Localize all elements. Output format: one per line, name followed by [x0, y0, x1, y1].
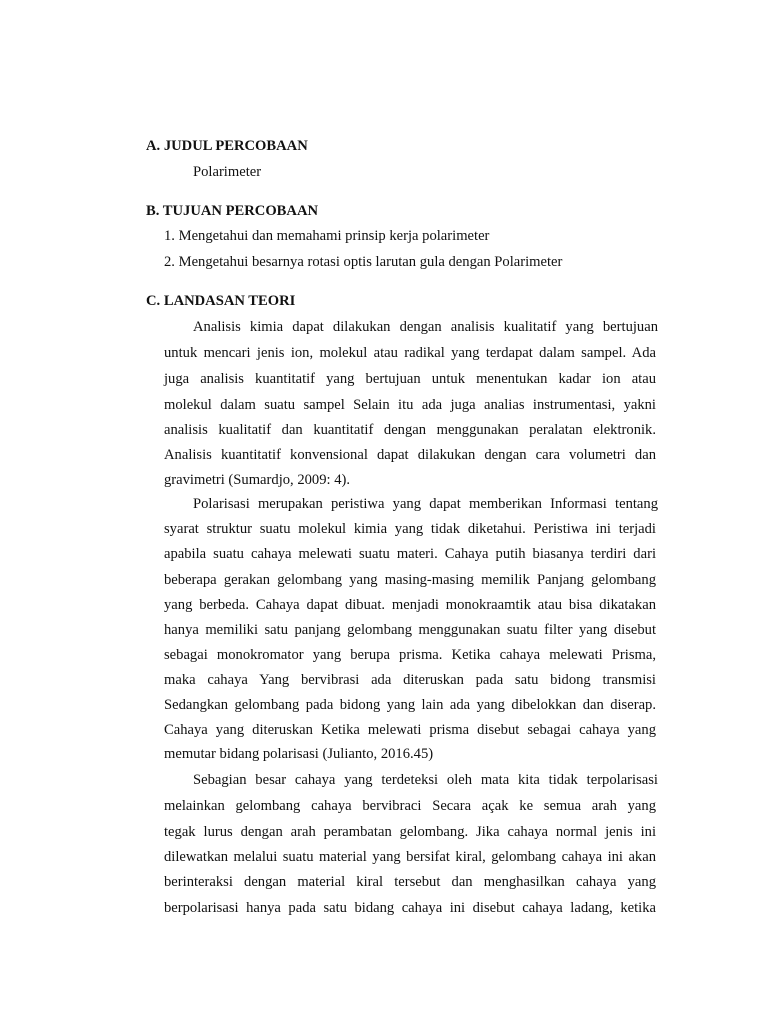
paragraph-line: maka cahaya Yang bervibrasi ada diteruskan pada satu bidong transmisi — [164, 672, 656, 688]
paragraph-line: Analisis kimia dapat dilakukan dengan analisis kualitatif yang bertujuan — [193, 319, 658, 335]
paragraph-line: sebagai monokromator yang berupa prisma. Ketika cahaya melewati Prisma, — [164, 647, 656, 663]
section-b-heading: B. TUJUAN PERCOBAAN — [146, 203, 319, 219]
paragraph-line: Sedangkan gelombang pada bidong yang lain ada yang dibelokkan dan diserap. — [164, 697, 656, 713]
paragraph-line: yang berbeda. Cahaya dapat dibuat. menjadi monokraamtik atau bisa dikatakan — [164, 597, 656, 613]
paragraph-line: berinteraksi dengan material kiral tersebut dan menghasilkan cahaya yang — [164, 874, 656, 890]
paragraph-line: syarat struktur suatu molekul kimia yang tidak diketahui. Peristiwa ini terjadi — [164, 521, 656, 537]
paragraph-line: Sebagian besar cahaya yang terdeteksi oleh mata kita tidak terpolarisasi — [193, 772, 658, 788]
paragraph-line: Polarisasi merupakan peristiwa yang dapat memberikan Informasi tentang — [193, 496, 658, 512]
paragraph-line: beberapa gerakan gelombang yang masing-masing memilik Panjang gelombang — [164, 572, 656, 588]
paragraph-line: juga analisis kuantitatif yang bertujuan untuk menentukan kadar ion atau — [164, 371, 656, 387]
paragraph-line: dilewatkan melalui suatu material yang bersifat kiral, gelombang cahaya ini akan — [164, 849, 656, 865]
paragraph-line: apabila suatu cahaya melewati suatu materi. Cahaya putih biasanya terdiri dari — [164, 546, 656, 562]
paragraph-line: berpolarisasi hanya pada satu bidang cahaya ini disebut cahaya ladang, ketika — [164, 900, 656, 916]
paragraph-line: analisis kualitatif dan kuantitatif dengan menggunakan peralatan elektronik. — [164, 422, 656, 438]
section-a-heading: A. JUDUL PERCOBAAN — [146, 138, 308, 154]
section-a-content: Polarimeter — [193, 164, 262, 180]
paragraph-line: tegak lurus dengan arah perambatan gelombang. Jika cahaya normal jenis ini — [164, 824, 656, 840]
paragraph-line: melainkan gelombang cahaya bervibraci Secara açak ke semua arah yang — [164, 798, 656, 814]
paragraph-line: Cahaya yang diteruskan Ketika melewati prisma disebut sebagai cahaya yang — [164, 722, 656, 738]
objective-item: 2. Mengetahui besarnya rotasi optis larutan gula dengan Polarimeter — [164, 254, 563, 270]
paragraph-line: gravimetri (Sumardjo, 2009: 4). — [164, 472, 351, 488]
paragraph-line: molekul dalam suatu sampel Selain itu ada juga analias instrumentasi, yakni — [164, 397, 656, 413]
paragraph-line: memutar bidang polarisasi (Julianto, 2016.45) — [164, 746, 434, 762]
paragraph-line: hanya memiliki satu panjang gelombang menggunakan suatu filter yang disebut — [164, 622, 656, 638]
objective-item: 1. Mengetahui dan memahami prinsip kerja polarimeter — [164, 228, 490, 244]
section-c-heading: C. LANDASAN TEORI — [146, 293, 296, 309]
paragraph-line: Analisis kuantitatif konvensional dapat dilakukan dengan cara volumetri dan — [164, 447, 656, 463]
paragraph-line: untuk mencari jenis ion, molekul atau radikal yang terdapat dalam sampel. Ada — [164, 345, 656, 361]
